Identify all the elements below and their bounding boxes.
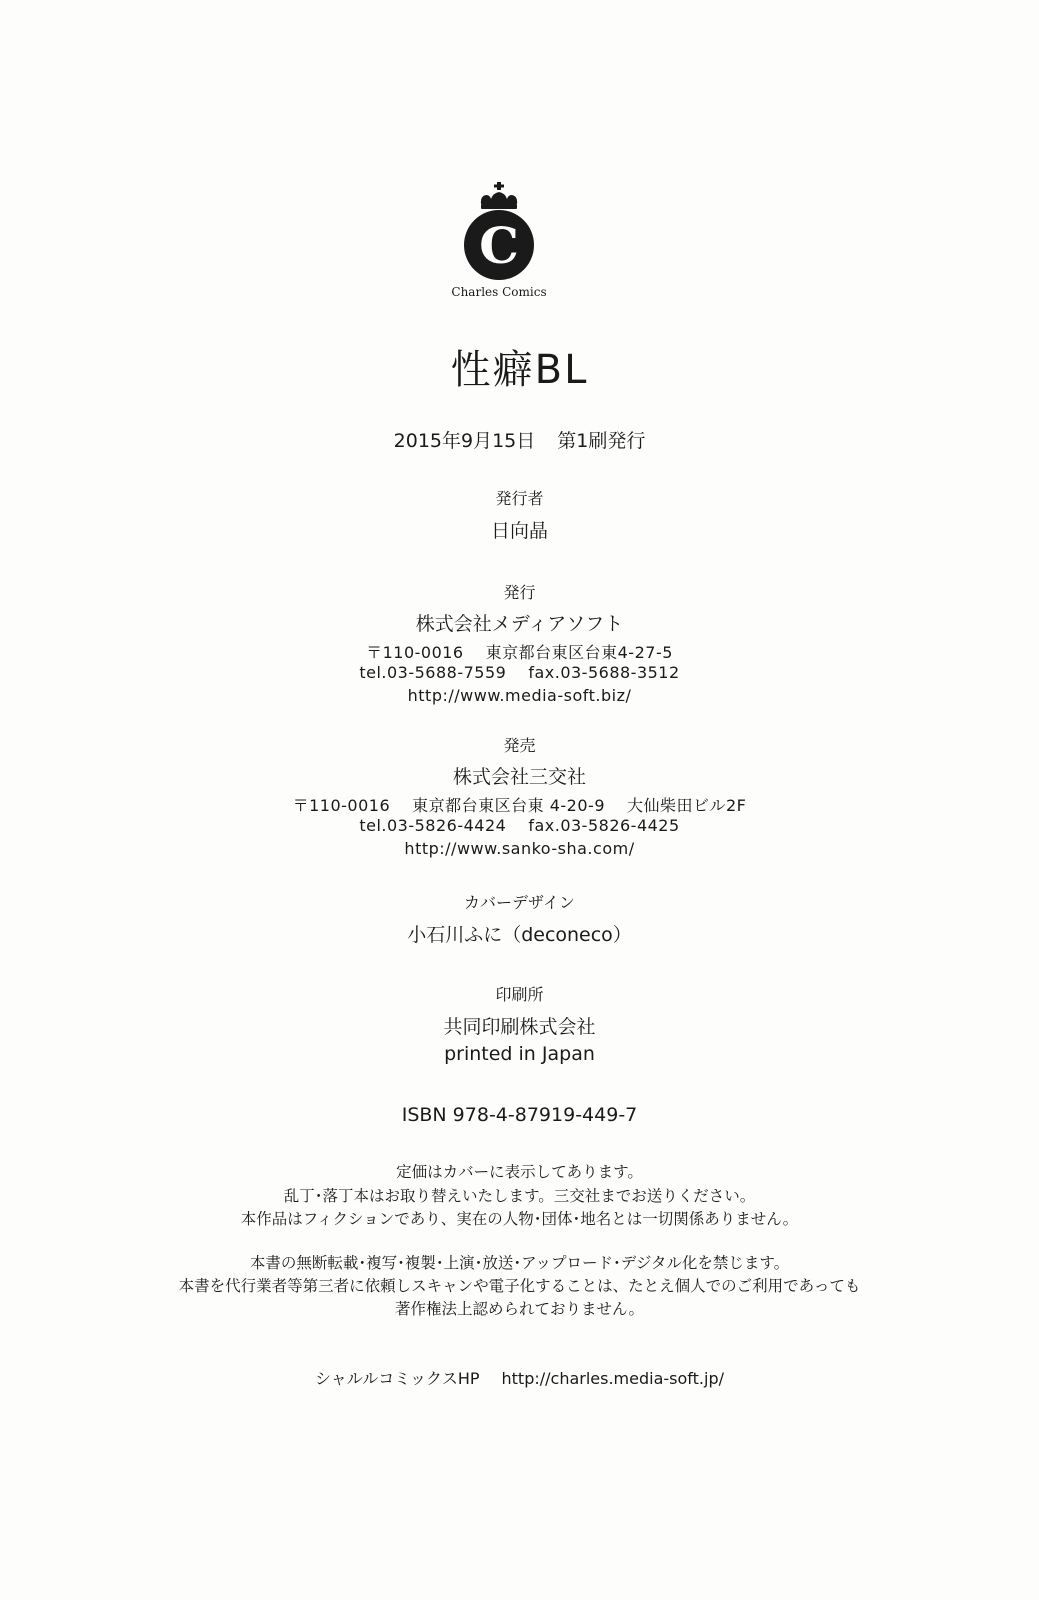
cover-design-label: カバーデザイン	[464, 893, 575, 912]
publisher-tel: tel.03-5688-7559	[359, 663, 507, 682]
distributor-building: 大仙柴田ビル2F	[627, 796, 747, 815]
distributor-address-line	[0, 793, 1039, 816]
publisher-fax: fax.03-5688-3512	[528, 663, 680, 682]
footer-homepage-line	[0, 1366, 1039, 1389]
publication-date-line	[0, 426, 1039, 453]
printing-number: 第1刷発行	[557, 430, 646, 452]
printer-label: 印刷所	[495, 985, 544, 1004]
distributor-company: 株式会社三交社	[452, 766, 586, 788]
footer-homepage-url[interactable]: http://charles.media-soft.jp/	[501, 1369, 724, 1388]
distributor-url: http://www.sanko-sha.com/	[404, 839, 635, 858]
distributor-address: 東京都台東区台東 4-20-9	[412, 796, 605, 815]
crown-c-emblem-icon	[444, 180, 554, 300]
notice-fiction: 本作品はフィクションであり、実在の人物･団体･地名とは一切関係ありません。	[240, 1210, 799, 1228]
distributor-tel: tel.03-5826-4424	[359, 816, 507, 835]
notice-copy-prohibited: 本書の無断転載･複写･複製･上演･放送･アップロード･デジタル化を禁じます。	[249, 1254, 790, 1272]
distributor-postal: 〒110-0016	[292, 796, 391, 815]
svg-text:Charles Comics: Charles Comics	[451, 285, 547, 299]
publisher-url: http://www.media-soft.biz/	[407, 686, 632, 705]
publication-date: 2015年9月15日	[393, 430, 536, 452]
charles-comics-logo	[444, 180, 554, 300]
printed-in-note: printed in Japan	[444, 1043, 595, 1065]
distributor-fax: fax.03-5826-4425	[528, 816, 680, 835]
notice-copyright-law: 著作権法上認められておりません。	[395, 1300, 644, 1318]
publisher-address: 東京都台東区台東4-27-5	[485, 643, 673, 662]
publisher-contact-line	[0, 663, 1039, 682]
cover-designer-name: 小石川ふに（deconeco）	[407, 924, 632, 946]
notice-scanning: 本書を代行業者等第三者に依頼しスキャンや電子化することは、たとえ個人でのご利用であっても	[178, 1277, 861, 1295]
printer-company: 共同印刷株式会社	[443, 1016, 596, 1038]
publisher-company: 株式会社メディアソフト	[415, 613, 624, 635]
publisher-person-name: 日向晶	[490, 520, 548, 542]
book-title: 性癖BL	[450, 347, 589, 393]
publisher-label: 発行	[503, 583, 536, 602]
isbn-number: ISBN 978-4-87919-449-7	[401, 1104, 638, 1126]
distributor-label: 発売	[503, 736, 536, 755]
footer-homepage-label: シャルルコミックスHP	[315, 1369, 480, 1388]
publisher-address-line	[0, 640, 1039, 663]
svg-text:C: C	[479, 216, 519, 275]
publisher-postal: 〒110-0016	[366, 643, 464, 662]
notice-price: 定価はカバーに表示してあります。	[396, 1163, 643, 1181]
publisher-person-label: 発行者	[495, 489, 544, 508]
distributor-contact-line	[0, 816, 1039, 835]
notice-misprint: 乱丁･落丁本はお取り替えいたします。三交社までお送りください。	[283, 1187, 756, 1205]
